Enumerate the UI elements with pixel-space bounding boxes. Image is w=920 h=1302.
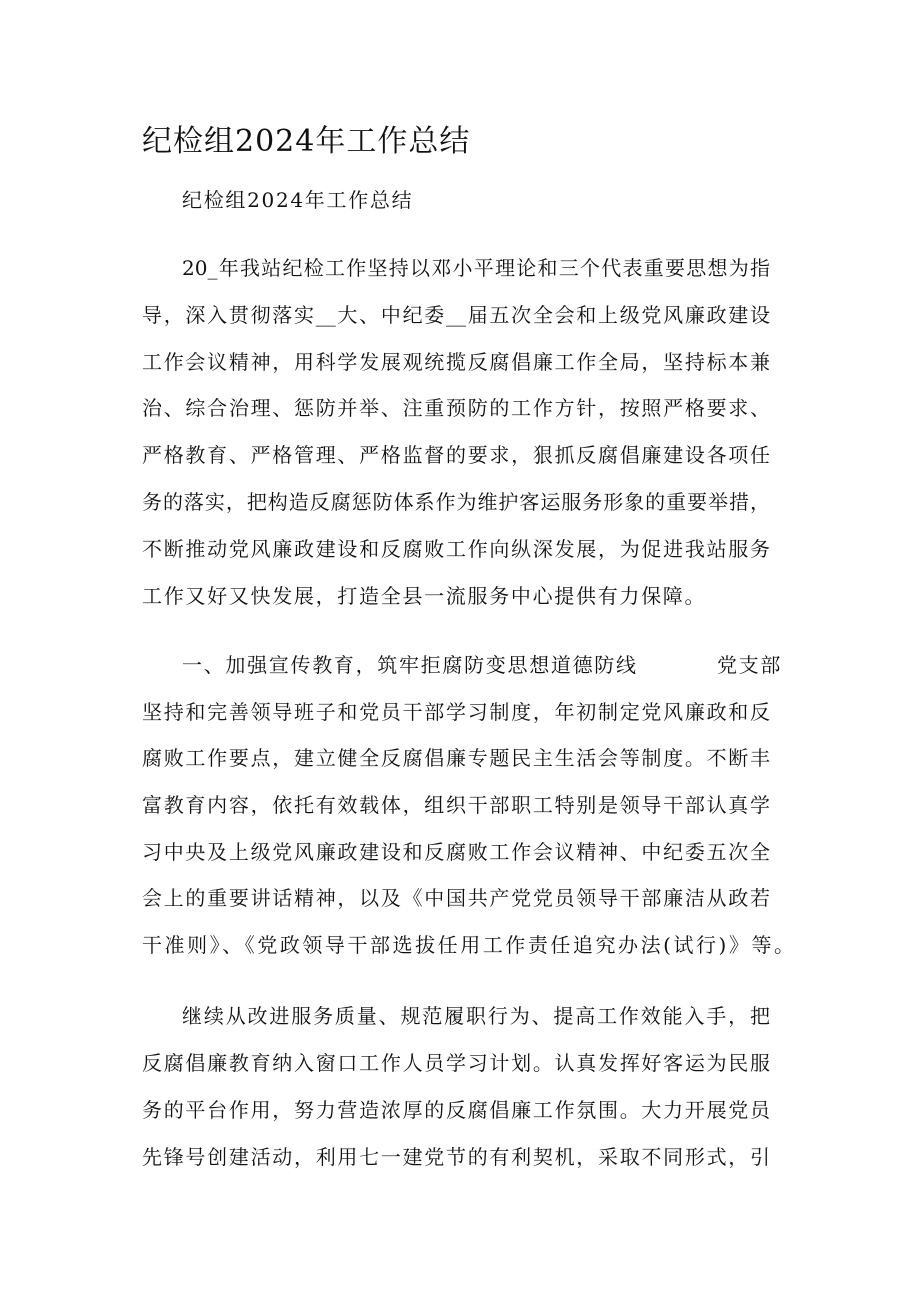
text-line: 习中央及上级党风廉政建设和反腐败工作会议精神、中纪委五次全 (142, 840, 770, 864)
text-line: 富教育内容，依托有效载体，组织干部职工特别是领导干部认真学 (142, 793, 770, 817)
text-line: 工作又好又快发展，打造全县一流服务中心提供有力保障。 (142, 584, 707, 608)
text-line: 先锋号创建活动，利用七一建党节的有利契机，采取不同形式，引 (142, 1145, 770, 1169)
text-line: 务的落实，把构造反腐惩防体系作为维护客运服务形象的重要举措， (142, 490, 770, 514)
text-line: 导，深入贯彻落实__大、中纪委__届五次全会和上级党风廉政建设 (142, 303, 770, 327)
document-title: 纪检组2024年工作总结 (142, 124, 471, 159)
text-line: 反腐倡廉教育纳入窗口工作人员学习计划。认真发挥好客运为民服 (142, 1051, 770, 1075)
text-line: 工作会议精神，用科学发展观统揽反腐倡廉工作全局，坚持标本兼 (142, 350, 770, 374)
text-line: 务的平台作用，努力营造浓厚的反腐倡廉工作氛围。大力开展党员 (142, 1098, 770, 1122)
text-line: 会上的重要讲话精神，以及《中国共产党党员领导干部廉洁从政若 (142, 886, 770, 910)
document-subtitle: 纪检组2024年工作总结 (182, 188, 414, 212)
text-line: 严格教育、严格管理、严格监督的要求，狠抓反腐倡廉建设各项任 (142, 443, 770, 467)
section-heading-tail: 党支部 (717, 653, 783, 677)
text-line: 腐败工作要点，建立健全反腐倡廉专题民主生活会等制度。不断丰 (142, 746, 770, 770)
text-line: 干准则》、《党政领导干部选拔任用工作责任追究办法(试行)》等。 (142, 933, 794, 957)
section-heading: 一、加强宣传教育，筑牢拒腐防变思想道德防线 (182, 653, 638, 677)
text-line: 20_年我站纪检工作坚持以邓小平理论和三个代表重要思想为指 (182, 256, 770, 280)
text-line: 治、综合治理、惩防并举、注重预防的工作方针，按照严格要求、 (142, 396, 770, 420)
text-line: 不断推动党风廉政建设和反腐败工作向纵深发展，为促进我站服务 (142, 537, 770, 561)
text-line: 坚持和完善领导班子和党员干部学习制度，年初制定党风廉政和反 (142, 700, 770, 724)
text-line: 继续从改进服务质量、规范履职行为、提高工作效能入手，把 (182, 1004, 770, 1028)
